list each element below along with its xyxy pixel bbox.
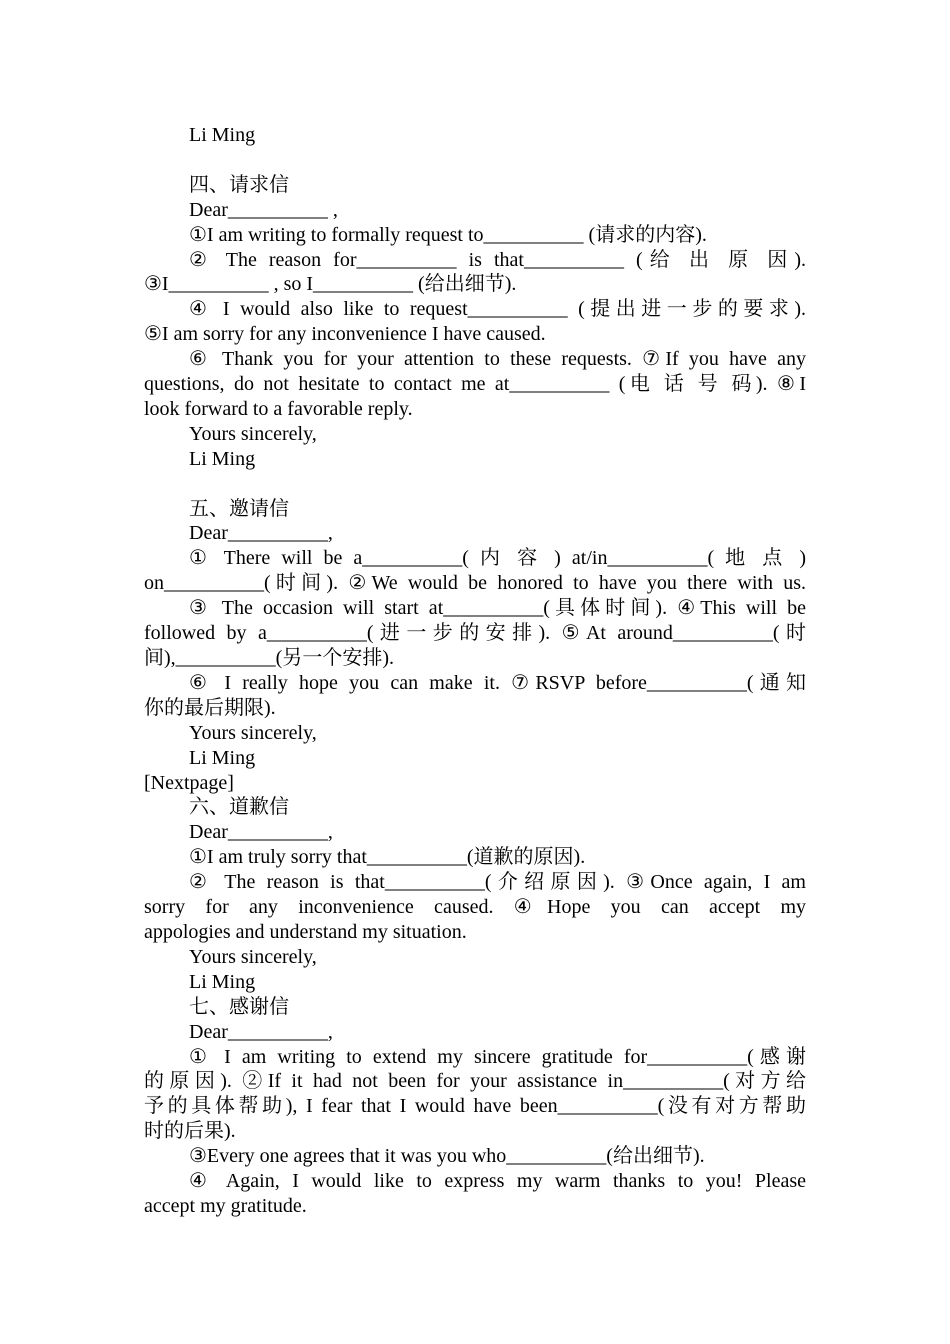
text-line: ② The reason is that__________(介绍原因). ③Once again, I am <box>189 871 806 894</box>
text-line: 六、道歉信 <box>189 796 289 819</box>
text-line: 五、邀请信 <box>189 497 289 520</box>
text-line: ④ Again, I would like to express my warm thanks to you! Please <box>189 1170 806 1193</box>
text-line: look forward to a favorable reply. <box>144 397 413 420</box>
text-line: on__________(时间). ②We would be honored to have you there with us. <box>144 572 806 595</box>
text-line: ⑤I am sorry for any inconvenience I have caused. <box>144 323 546 346</box>
blank-line <box>144 148 806 173</box>
text-line: Dear__________, <box>189 1020 333 1043</box>
text-line: ① I am writing to extend my sincere gratitude for__________(感谢 <box>189 1045 806 1068</box>
text-line: ①I am writing to formally request to__________ (请求的内容). <box>189 223 707 246</box>
text-line: ① There will be a__________( 内 容 ) at/in__________( 地 点 ) <box>189 547 806 570</box>
text-line: 间),__________(另一个安排). <box>144 647 394 669</box>
text-line: ④ I would also like to request__________ (提出进一步的要求). <box>189 298 806 321</box>
text-line: Dear__________, <box>189 821 333 844</box>
text-line: followed by a__________(进一步的安排). ⑤At around__________(时 <box>144 622 806 645</box>
text-line: questions, do not hesitate to contact me at__________ (电 话 号 码). ⑧I <box>144 373 806 396</box>
text-line: ③ The occasion will start at__________(具体时间). ④This will be <box>189 597 806 620</box>
text-line: Yours sincerely, <box>189 945 317 968</box>
text-line: ①I am truly sorry that__________(道歉的原因). <box>189 846 586 869</box>
text-line: Dear__________, <box>189 522 333 545</box>
text-line: 七、感谢信 <box>189 995 289 1018</box>
text-line: Yours sincerely, <box>189 422 317 445</box>
text-line: Li Ming <box>189 970 256 993</box>
text-line: ③Every one agrees that it was you who__________(给出细节). <box>189 1145 705 1168</box>
text-line: 时的后果). <box>144 1120 236 1143</box>
text-line: Li Ming <box>189 124 256 146</box>
text-line: 四、请求信 <box>189 173 289 196</box>
document-page <box>144 123 806 1219</box>
text-line: accept my gratitude. <box>144 1194 307 1217</box>
text-line: ⑥ Thank you for your attention to these requests. ⑦If you have any <box>189 348 806 371</box>
text-line: ③I__________ , so I__________ (给出细节). <box>144 273 517 296</box>
text-line: 予的具体帮助), I fear that I would have been__________(没有对方帮助 <box>144 1095 806 1118</box>
text-line: Yours sincerely, <box>189 721 317 744</box>
text-line: ② The reason for__________ is that__________ (给 出 原 因). <box>189 248 806 271</box>
text-line: Li Ming <box>189 447 256 470</box>
text-line: appologies and understand my situation. <box>144 920 467 943</box>
text-line: 你的最后期限). <box>144 696 276 719</box>
text-line: Li Ming <box>189 746 256 769</box>
text-line: sorry for any inconvenience caused. ④Hope you can accept my <box>144 896 806 919</box>
blank-line <box>144 472 806 497</box>
text-line: 的原因). ②If it had not been for your assistance in__________(对方给 <box>144 1070 806 1093</box>
text-line: ⑥ I really hope you can make it. ⑦RSVP before__________(通知 <box>189 671 806 694</box>
text-line: [Nextpage] <box>144 771 234 794</box>
text-line: Dear__________ , <box>189 198 338 221</box>
